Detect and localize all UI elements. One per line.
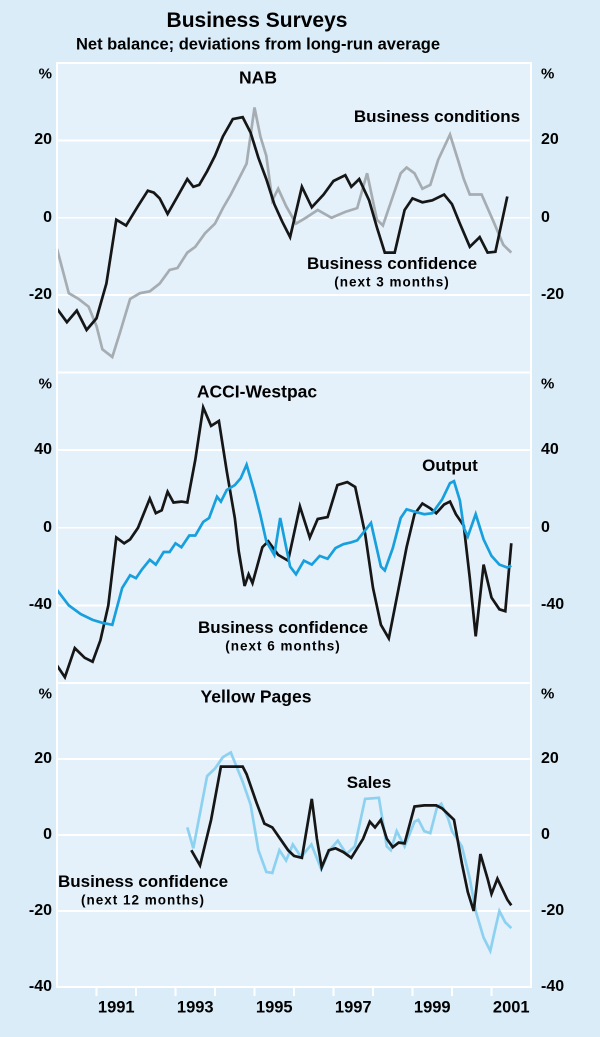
- y-tick-label: 20: [34, 131, 52, 149]
- x-tick-label: 1991: [97, 998, 135, 1017]
- y-tick-label: 40: [541, 441, 559, 459]
- y-tick-label: 20: [541, 750, 559, 767]
- y-tick-label: -40: [28, 596, 52, 614]
- chart-title: Business Surveys: [166, 9, 348, 32]
- y-tick-label: -20: [541, 286, 565, 304]
- y-tick-label: 0: [541, 826, 550, 843]
- panel-title: NAB: [239, 67, 277, 88]
- y-tick-label: 0: [43, 518, 52, 536]
- y-tick-label: 0: [541, 518, 550, 536]
- y-tick-label: -40: [541, 978, 565, 995]
- series-sublabel: (next 6 months): [225, 638, 341, 654]
- series-sublabel: (next 12 months): [80, 892, 206, 908]
- series-label: Business confidence: [197, 618, 369, 637]
- y-tick-label: -40: [28, 978, 52, 995]
- panel-title: ACCI-Westpac: [196, 381, 318, 402]
- x-tick-label: 1995: [255, 998, 293, 1017]
- unit-label-right: %: [541, 375, 555, 392]
- chart-subtitle: Net balance; deviations from long-run average: [76, 35, 440, 54]
- y-tick-label: -20: [28, 902, 52, 919]
- series-label: Business conditions: [353, 107, 521, 126]
- series-sublabel: (next 3 months): [334, 274, 450, 290]
- series-label: Sales: [346, 773, 392, 792]
- y-tick-label: 20: [34, 750, 52, 767]
- y-tick-label: -40: [541, 596, 565, 614]
- x-tick-label: 1997: [334, 998, 372, 1017]
- x-tick-label: 1993: [176, 998, 214, 1017]
- unit-label-right: %: [541, 685, 555, 703]
- y-tick-label: 40: [34, 441, 52, 459]
- x-tick-label: 1999: [413, 998, 451, 1017]
- series-label: Business confidence: [57, 872, 229, 891]
- y-tick-label: -20: [541, 902, 565, 919]
- unit-label-right: %: [541, 65, 555, 83]
- series-label: Business confidence: [306, 254, 478, 273]
- y-tick-label: 0: [43, 826, 52, 843]
- y-tick-label: 20: [541, 131, 559, 149]
- unit-label-left: %: [38, 375, 52, 392]
- series-label: Output: [422, 456, 478, 475]
- unit-label-left: %: [38, 65, 52, 83]
- y-tick-label: 0: [43, 208, 52, 226]
- unit-label-left: %: [38, 685, 52, 703]
- panel-title: Yellow Pages: [200, 686, 312, 707]
- y-tick-label: -20: [28, 286, 52, 304]
- x-tick-label: 2001: [492, 998, 530, 1017]
- y-tick-label: 0: [541, 208, 550, 226]
